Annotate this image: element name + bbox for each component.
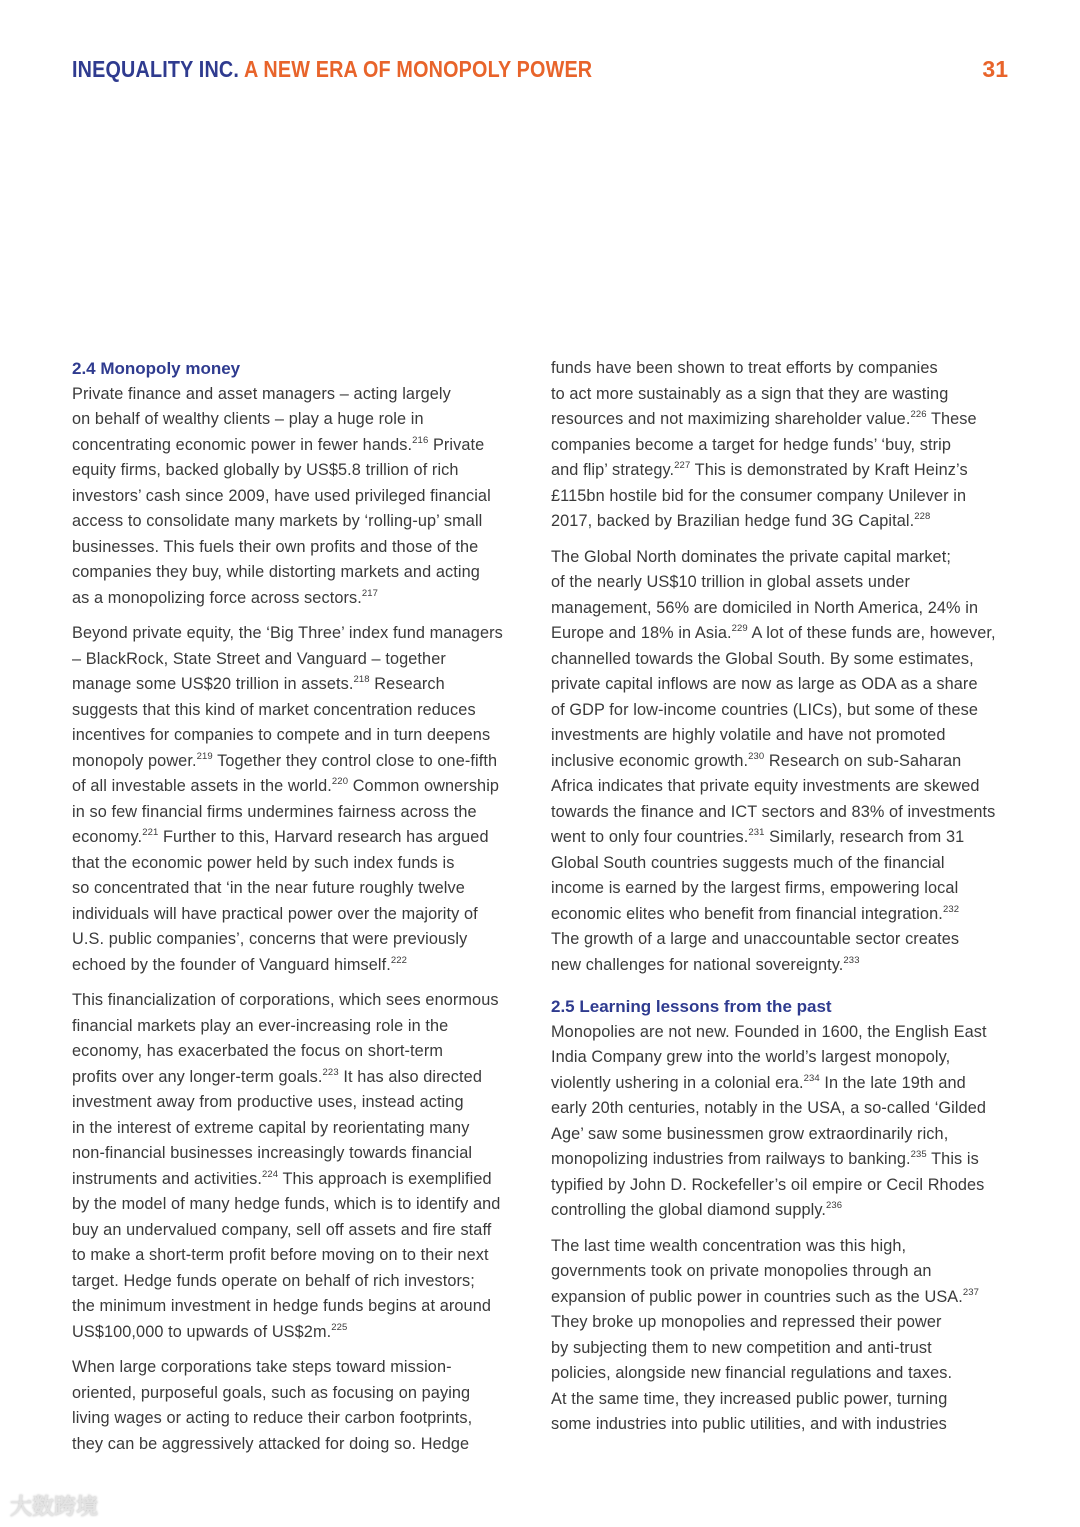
text-segment: Research bbox=[369, 675, 445, 693]
text-segment: manage some US$20 trillion in assets. bbox=[72, 675, 354, 693]
text-segment: profits over any longer-term goals. bbox=[72, 1067, 323, 1086]
text-line bbox=[551, 1147, 1021, 1173]
text-segment: channelled towards the Global South. By some estimates, bbox=[551, 649, 974, 668]
footnote-ref: 219 bbox=[196, 750, 213, 762]
text-line bbox=[551, 356, 1021, 382]
text-segment: buy an undervalued company, sell off assets and fire staff bbox=[72, 1220, 492, 1239]
text-line bbox=[551, 1285, 1021, 1311]
footnote-ref: 230 bbox=[748, 750, 765, 762]
text-line bbox=[551, 1122, 1021, 1148]
text-segment: investment away from productive uses, instead acting bbox=[72, 1093, 464, 1111]
paragraph bbox=[551, 356, 1021, 535]
paragraph bbox=[72, 382, 542, 612]
text-line bbox=[72, 1218, 542, 1244]
text-segment: private capital inflows are now as large as ODA as a share bbox=[551, 675, 978, 693]
left-column bbox=[72, 356, 542, 1467]
paragraph bbox=[551, 1234, 1021, 1438]
text-segment: This approach is exemplified bbox=[278, 1169, 492, 1188]
text-segment: businesses. This fuels their own profits and those of the bbox=[72, 537, 479, 556]
text-line bbox=[551, 1361, 1021, 1387]
text-line bbox=[72, 1141, 542, 1167]
text-line bbox=[551, 407, 1021, 433]
text-segment: controlling the global diamond supply. bbox=[551, 1201, 827, 1219]
text-segment: so concentrated that ‘in the near future roughly twelve bbox=[72, 879, 465, 897]
text-segment: living wages or acting to reduce their carbon footprints, bbox=[72, 1409, 473, 1427]
page-number: 31 bbox=[982, 56, 1008, 82]
text-segment: instruments and activities. bbox=[72, 1169, 263, 1188]
text-segment: Further to this, Harvard research has argued bbox=[158, 828, 489, 846]
text-segment: A lot of these funds are, however, bbox=[747, 624, 996, 642]
footnote-ref: 237 bbox=[962, 1286, 980, 1298]
text-segment: This is demonstrated by Kraft Heinz’s bbox=[690, 461, 968, 479]
text-segment: non-financial businesses increasingly towards financial bbox=[72, 1144, 473, 1162]
text-segment: violently ushering in a colonial era. bbox=[551, 1073, 804, 1092]
text-segment: of GDP for low-income countries (LICs), but some of these bbox=[551, 700, 979, 719]
text-segment: some industries into public utilities, and with industries bbox=[551, 1415, 947, 1433]
text-line bbox=[72, 1090, 542, 1116]
text-segment: went to only four countries. bbox=[551, 828, 749, 846]
text-line bbox=[72, 1432, 542, 1458]
text-line bbox=[72, 560, 542, 586]
text-segment: companies become a target for hedge funds’ ‘buy, strip bbox=[551, 435, 951, 454]
report-subtitle: A NEW ERA OF MONOPOLY POWER bbox=[244, 56, 593, 82]
text-segment: These bbox=[926, 410, 977, 428]
text-line bbox=[72, 698, 542, 724]
text-line bbox=[72, 1406, 542, 1432]
footnote-ref: 229 bbox=[731, 623, 748, 634]
text-segment: the minimum investment in hedge funds begins at around bbox=[72, 1297, 492, 1315]
text-line bbox=[72, 1243, 542, 1269]
text-segment: by the model of many hedge funds, which is to identify and bbox=[72, 1195, 501, 1213]
text-line bbox=[551, 774, 1021, 800]
text-segment: on behalf of wealthy clients – play a huge role in bbox=[72, 410, 424, 428]
text-segment: Monopolies are not new. Founded in 1600, the English East bbox=[551, 1022, 987, 1041]
text-segment: towards the finance and ICT sectors and 83% of investments bbox=[551, 802, 996, 821]
text-line bbox=[72, 509, 542, 535]
text-line bbox=[72, 1269, 542, 1295]
text-segment: U.S. public companies’, concerns that were previously bbox=[72, 930, 468, 948]
text-line bbox=[72, 458, 542, 484]
text-line bbox=[72, 1039, 542, 1065]
text-segment: early 20th centuries, notably in the USA, a so-called ‘Gilded bbox=[551, 1099, 987, 1117]
footnote-ref: 226 bbox=[910, 409, 927, 420]
text-segment: by subjecting them to new competition and anti-trust bbox=[551, 1338, 932, 1357]
text-segment: they can be aggressively attacked for doing so. Hedge bbox=[72, 1434, 470, 1453]
text-line bbox=[72, 851, 542, 877]
text-line bbox=[551, 825, 1021, 851]
text-segment: inclusive economic growth. bbox=[551, 751, 749, 770]
text-segment: echoed by the founder of Vanguard himself. bbox=[72, 955, 391, 974]
text-line bbox=[551, 1020, 1021, 1046]
footnote-ref: 232 bbox=[942, 903, 960, 915]
paragraph bbox=[72, 988, 542, 1345]
footnote-ref: 225 bbox=[331, 1321, 348, 1333]
text-segment: – BlackRock, State Street and Vanguard – together bbox=[72, 649, 446, 668]
text-segment: individuals will have practical power over the majority of bbox=[72, 904, 478, 923]
text-segment: Research on sub-Saharan bbox=[764, 751, 962, 770]
text-segment: funds have been shown to treat efforts by companies bbox=[551, 359, 938, 377]
text-line bbox=[551, 1310, 1021, 1336]
text-line bbox=[551, 458, 1021, 484]
footnote-ref: 216 bbox=[412, 434, 429, 446]
text-line bbox=[551, 749, 1021, 775]
text-line bbox=[72, 1116, 542, 1142]
text-line bbox=[72, 876, 542, 902]
text-line bbox=[551, 621, 1021, 647]
text-segment: They broke up monopolies and repressed their power bbox=[551, 1313, 942, 1331]
text-line bbox=[72, 484, 542, 510]
footnote-ref: 235 bbox=[910, 1149, 927, 1160]
text-segment: management, 56% are domiciled in North America, 24% in bbox=[551, 598, 979, 617]
text-segment: Africa indicates that private equity investments are skewed bbox=[551, 777, 980, 795]
text-segment: This is bbox=[926, 1150, 979, 1168]
text-line bbox=[72, 1192, 542, 1218]
text-line bbox=[72, 774, 542, 800]
text-line bbox=[551, 1259, 1021, 1285]
text-segment: typified by John D. Rockefeller’s oil empire or Cecil Rhodes bbox=[551, 1175, 985, 1194]
text-line bbox=[72, 1167, 542, 1193]
text-segment: and flip’ strategy. bbox=[551, 461, 675, 479]
text-segment: in so few financial firms undermines fairness across the bbox=[72, 802, 477, 821]
text-line bbox=[551, 1198, 1021, 1224]
text-segment: Similarly, research from 31 bbox=[764, 828, 965, 846]
text-segment: Private bbox=[428, 435, 485, 454]
text-segment: incentives for companies to compete and in turn deepens bbox=[72, 726, 491, 744]
text-line bbox=[72, 586, 542, 612]
text-segment: oriented, purposeful goals, such as focusing on paying bbox=[72, 1383, 471, 1402]
text-line bbox=[551, 545, 1021, 571]
text-line bbox=[551, 1387, 1021, 1413]
text-line bbox=[551, 902, 1021, 928]
footnote-ref: 220 bbox=[331, 776, 349, 787]
text-segment: new challenges for national sovereignty. bbox=[551, 955, 844, 974]
text-line bbox=[551, 1045, 1021, 1071]
text-segment: Common ownership bbox=[348, 777, 500, 795]
text-segment: access to consolidate many markets by ‘rolling-up’ small bbox=[72, 512, 483, 530]
text-line bbox=[551, 851, 1021, 877]
footnote-ref: 218 bbox=[353, 674, 370, 685]
text-line bbox=[72, 433, 542, 459]
paragraph bbox=[551, 545, 1021, 979]
footnote-ref: 231 bbox=[748, 827, 765, 838]
text-segment: in the interest of extreme capital by reorientating many bbox=[72, 1118, 470, 1137]
text-segment: Private finance and asset managers – acting largely bbox=[72, 384, 451, 403]
text-segment: In the late 19th and bbox=[819, 1073, 966, 1092]
text-segment: that the economic power held by such index funds is bbox=[72, 853, 455, 872]
text-segment: policies, alongside new financial regulations and taxes. bbox=[551, 1364, 953, 1382]
footnote-ref: 228 bbox=[914, 511, 931, 522]
text-segment: as a monopolizing force across sectors. bbox=[72, 588, 362, 607]
text-line bbox=[551, 1412, 1021, 1438]
text-line bbox=[551, 1071, 1021, 1097]
text-line bbox=[72, 407, 542, 433]
text-segment: concentrating economic power in fewer hands. bbox=[72, 435, 413, 454]
text-line bbox=[551, 1234, 1021, 1260]
text-line bbox=[72, 723, 542, 749]
text-segment: It has also directed bbox=[338, 1067, 482, 1086]
text-segment: When large corporations take steps toward mission- bbox=[72, 1358, 452, 1376]
text-segment: US$100,000 to upwards of US$2m. bbox=[72, 1322, 332, 1341]
text-line bbox=[72, 1294, 542, 1320]
text-line bbox=[551, 1173, 1021, 1199]
paragraph bbox=[72, 1355, 542, 1457]
text-segment: companies they buy, while distorting markets and acting bbox=[72, 563, 480, 581]
text-segment: investments are highly volatile and have not promoted bbox=[551, 726, 946, 744]
text-segment: of the nearly US$10 trillion in global assets under bbox=[551, 573, 910, 591]
text-segment: to make a short-term profit before moving on to their next bbox=[72, 1246, 489, 1264]
footnote-ref: 236 bbox=[826, 1200, 843, 1211]
text-line bbox=[551, 484, 1021, 510]
text-segment: The Global North dominates the private capital market; bbox=[551, 547, 951, 566]
text-line bbox=[72, 1014, 542, 1040]
text-line bbox=[72, 1355, 542, 1381]
footnote-ref: 233 bbox=[843, 954, 860, 966]
text-segment: At the same time, they increased public power, turning bbox=[551, 1389, 948, 1408]
text-line bbox=[551, 570, 1021, 596]
text-line bbox=[551, 672, 1021, 698]
text-line bbox=[72, 800, 542, 826]
text-line bbox=[551, 596, 1021, 622]
text-line bbox=[72, 535, 542, 561]
text-segment: Europe and 18% in Asia. bbox=[551, 624, 732, 642]
text-segment: Global South countries suggests much of the financial bbox=[551, 853, 945, 872]
text-segment: The last time wealth concentration was this high, bbox=[551, 1236, 907, 1255]
text-line bbox=[72, 1381, 542, 1407]
text-line bbox=[72, 1320, 542, 1346]
footnote-ref: 221 bbox=[142, 827, 159, 838]
text-line bbox=[551, 876, 1021, 902]
text-segment: resources and not maximizing shareholder value. bbox=[551, 410, 911, 428]
text-segment: monopoly power. bbox=[72, 751, 197, 770]
text-segment: income is earned by the largest firms, empowering local bbox=[551, 879, 959, 897]
text-line bbox=[551, 1336, 1021, 1362]
text-line bbox=[72, 749, 542, 775]
text-segment: equity firms, backed globally by US$5.8 trillion of rich bbox=[72, 461, 459, 479]
text-segment: Age’ saw some businessmen grow extraordinarily rich, bbox=[551, 1124, 949, 1143]
text-segment: target. Hedge funds operate on behalf of rich investors; bbox=[72, 1271, 475, 1290]
text-line bbox=[72, 382, 542, 408]
section-heading: 2.5 Learning lessons from the past bbox=[551, 997, 832, 1016]
text-segment: suggests that this kind of market concentration reduces bbox=[72, 700, 476, 719]
text-line bbox=[551, 509, 1021, 535]
text-segment: of all investable assets in the world. bbox=[72, 777, 332, 795]
text-line bbox=[551, 1096, 1021, 1122]
text-line bbox=[72, 1065, 542, 1091]
running-header bbox=[72, 56, 592, 83]
text-segment: economy. bbox=[72, 828, 143, 846]
text-line bbox=[72, 953, 542, 979]
text-line bbox=[551, 927, 1021, 953]
text-line bbox=[72, 825, 542, 851]
text-segment: financial markets play an ever-increasing role in the bbox=[72, 1016, 449, 1035]
text-segment: expansion of public power in countries such as the USA. bbox=[551, 1287, 963, 1306]
text-segment: Together they control close to one-fifth bbox=[212, 751, 498, 770]
report-title: INEQUALITY INC. bbox=[72, 56, 240, 82]
paragraph bbox=[551, 1020, 1021, 1224]
footnote-ref: 217 bbox=[361, 587, 379, 599]
footnote-ref: 227 bbox=[674, 460, 691, 471]
text-line bbox=[551, 723, 1021, 749]
text-segment: India Company grew into the world’s largest monopoly, bbox=[551, 1048, 951, 1066]
text-line bbox=[551, 647, 1021, 673]
text-line bbox=[72, 927, 542, 953]
text-segment: economy, has exacerbated the focus on short-term bbox=[72, 1042, 444, 1060]
text-line bbox=[72, 647, 542, 673]
text-line bbox=[72, 621, 542, 647]
text-segment: economic elites who benefit from financial integration. bbox=[551, 904, 943, 923]
paragraph bbox=[72, 621, 542, 978]
text-segment: investors’ cash since 2009, have used privileged financial bbox=[72, 486, 491, 505]
footnote-ref: 234 bbox=[803, 1072, 820, 1084]
text-line bbox=[551, 433, 1021, 459]
text-line bbox=[72, 672, 542, 698]
right-column bbox=[551, 356, 1021, 1448]
footnote-ref: 222 bbox=[390, 954, 408, 966]
text-segment: to act more sustainably as a sign that they are wasting bbox=[551, 384, 949, 403]
text-segment: The growth of a large and unaccountable sector creates bbox=[551, 930, 960, 948]
text-line bbox=[551, 800, 1021, 826]
watermark-logo: 大数跨境 bbox=[10, 1494, 99, 1519]
footnote-ref: 224 bbox=[262, 1168, 279, 1180]
footnote-ref: 223 bbox=[322, 1066, 339, 1078]
text-segment: governments took on private monopolies through an bbox=[551, 1262, 932, 1280]
text-line bbox=[72, 988, 542, 1014]
section-heading: 2.4 Monopoly money bbox=[72, 359, 241, 378]
text-line bbox=[551, 382, 1021, 408]
text-line bbox=[72, 902, 542, 928]
text-segment: monopolizing industries from railways to banking. bbox=[551, 1150, 911, 1168]
text-segment: 2017, backed by Brazilian hedge fund 3G Capital. bbox=[551, 512, 915, 530]
text-line bbox=[551, 698, 1021, 724]
text-segment: £115bn hostile bid for the consumer company Unilever in bbox=[551, 486, 967, 505]
text-line bbox=[551, 953, 1021, 979]
text-segment: Beyond private equity, the ‘Big Three’ index fund managers bbox=[72, 624, 503, 642]
text-segment: This financialization of corporations, which sees enormous bbox=[72, 991, 499, 1009]
